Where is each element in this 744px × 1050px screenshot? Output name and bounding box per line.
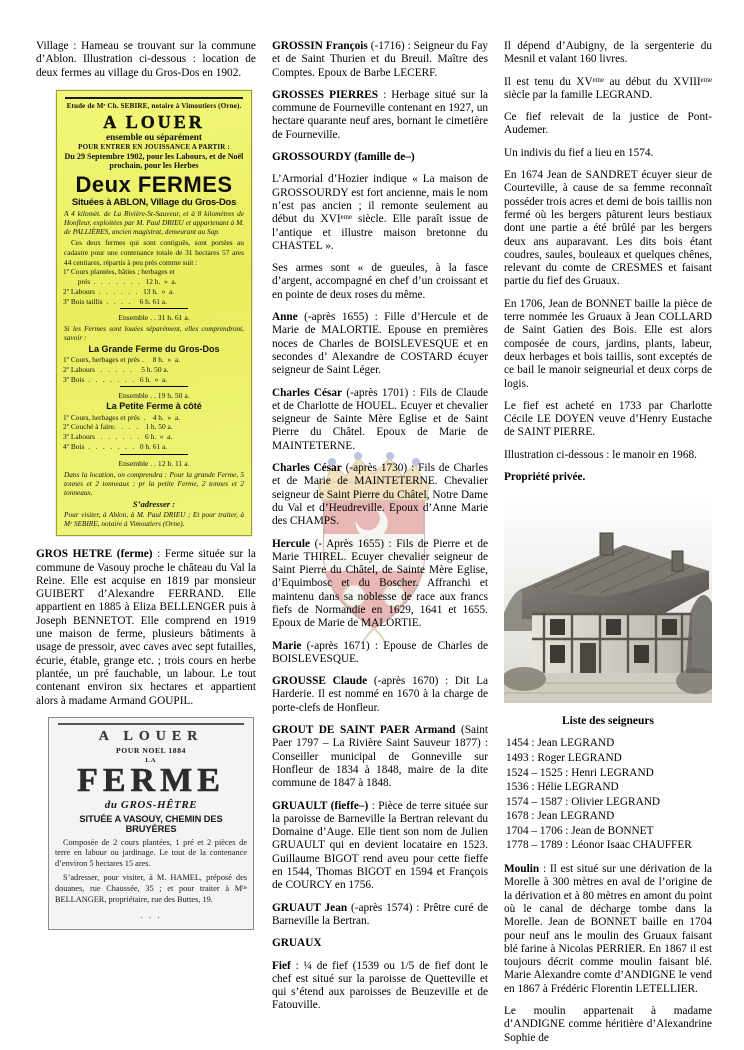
left-column: [36, 40, 256, 1015]
right-paragraph-5: En 1674 Jean de SANDRET écuyer sieur de Courteville, à cause de sa femme reconnaît posséder trois acres et demi de bois taillis non fermé où les bergers pâturent leurs bestiaux dont une partie a été brûlé par les bergers deux ans auparavant. Les dits bois étant coudres, saules, bouleaux et quelques chênes, relevant du comte de CRESMES et faisant partie du fief des Gruaux.: [504, 169, 712, 288]
grossourdy-member-charles-cesar-1730: [272, 462, 488, 528]
ad-pour-entrer: POUR ENTRER EN JOUISSANCE A PARTIR :: [78, 143, 230, 152]
member-hercule-text: (- Après 1655) : Fils de Pierre et de Marie THIREL. Ecuyer chevalier seigneur de Saint Pierre du Châtel, de Sainte Mère Eglise, d’Equimbosc et du Boscher. Affranchi et maintenu dans sa noblesse de race aux francs fiefs de Normandie en 1629, 1641 et 1655. Epoux de Marie de MALORTIE.: [271, 537, 488, 630]
entry-grout-text: (Saint Paer 1797 – La Rivière Saint Sauveur 1877) : Conseiller municipal de Gonneville sur Honfleur de 1834 à 1848, maire de la dite commune de 1847 à 1848.: [271, 724, 488, 790]
entry-grosses-pierres-text: : Herbage situé sur la commune de Fourneville contenant en 1927, un hectare quarante neuf ares, bornant le cimetière de Fourneville.: [271, 88, 488, 141]
ad-sadresser-body: Pour visiter, à Ablon, à M. Paul DRIEU ; Et pour traiter, à Mᵉ SEBIRE, notaire à Vimoutiers (Orne).: [64, 510, 244, 529]
ad-total-line-1: 1º Cours plantées, bâties ; herbages et: [63, 267, 175, 277]
manor-photograph: [504, 493, 712, 703]
ad-sadresser-heading: S’adresser :: [132, 499, 176, 510]
ad-grande-line-1: 1º Cours, herbages et prés . 8 h. » a.: [63, 355, 181, 365]
member-hercule-name: Hercule: [271, 537, 311, 550]
entry-grousse-name: GROUSSE Claude: [271, 675, 368, 688]
ad-petite-line-1: 1º Cours, herbages et prés . 4 h. » a.: [63, 412, 181, 422]
liste-des-seigneurs-title: Liste des seigneurs: [562, 715, 654, 728]
ad-grande-ensemble-text: Ensemble . . 19 h. 50 a.: [118, 391, 190, 401]
entry-gros-hetre: [36, 548, 256, 708]
ad-si-les-fermes: Si les Fermes sont louées séparément, elles comprendront, savoir :: [64, 324, 244, 343]
list-item: 1678 : Jean LEGRAND: [506, 810, 615, 823]
three-column-layout: [36, 40, 712, 1044]
entry-grout-de-saint-paer: [272, 724, 488, 790]
entry-grossin: [272, 40, 488, 80]
ad2-paragraph-2: S’adresser, pour visiter, à M. HAMEL, préposé des douanes, rue Chaussée, 35 ; et pour traiter à Mˡˡᵉ BELLANGER, propriétaire, rue des Buttes, 19.: [55, 872, 247, 904]
right-paragraph-3: Ce fief relevait de la justice de Pont-Audemer.: [504, 111, 712, 137]
ad-petite-line-2: 2º Couché à faire. . . . 1 h. 50 a.: [63, 422, 173, 432]
ad2-pour-noel: POUR NOEL 1884: [116, 746, 186, 756]
ad2-paragraph-1: Composée de 2 cours plantées, 1 pré et 2 pièces de terre en labour ou jardinage. Le tout de la contenance d’environ 5 hectares 15 ares.: [55, 837, 247, 869]
entry-gruault: [272, 800, 488, 893]
ad-petite-ensemble-text: Ensemble . . 12 h. 11 a.: [118, 458, 190, 468]
propriete-privee: [504, 471, 712, 484]
member-anne-text: (-après 1655) : Fille d’Hercule et de Marie de MALORTIE. Epouse en premières noces de Charles de BOISLEVESQUE et en secondes d’ Alexandre de COSTARD écuyer seigneur de Saint Léger.: [271, 311, 488, 377]
member-marie-name: Marie: [271, 639, 302, 652]
ad-grande-ensemble: [63, 384, 245, 400]
entry-moulin-name: Moulin: [504, 863, 540, 876]
entry-gruaut-text: (-après 1574) : Prêtre curé de Barneville la Bertran.: [271, 901, 488, 927]
intro-paragraph: Village : Hameau se trouvant sur la commune d’Ablon. Illustration ci-dessous : location de deux fermes au village du Gros-Dos en 1902.: [36, 40, 256, 79]
entry-gruaut-name: GRUAUT Jean: [271, 901, 348, 914]
ad2-ornament: . . .: [140, 910, 162, 921]
entry-moulin: [504, 863, 712, 996]
member-marie-text: (-après 1671) : Epouse de Charles de BOISLEVESQUE.: [271, 639, 488, 665]
entry-gros-hetre-name: GROS HETRE (ferme): [36, 548, 153, 561]
manor-photo-illustration: [504, 493, 712, 703]
member-anne-name: Anne: [271, 311, 298, 324]
list-item: 1536 : Hélie LEGRAND: [506, 781, 619, 794]
entry-grousse-text: (-après 1670) : Dit La Harderie. Il est nommé en 1670 à la charge de porte-clefs de Honfleur.: [271, 675, 489, 714]
gruaux-fief-label: Fief: [271, 959, 291, 972]
ad-grande-ferme-heading: La Grande Ferme du Gros-Dos: [88, 343, 220, 354]
ad-petite-ensemble: [63, 452, 245, 468]
right-column: [504, 40, 712, 1044]
entry-grousse: [272, 675, 488, 715]
ad-subheadline: ensemble ou séparément: [106, 131, 202, 142]
entry-gruault-name: GRUAULT (fieffe–): [271, 799, 369, 812]
entry-moulin-continued: Le moulin appartenait à madame d’ANDIGNE comme héritière d’Alexandrine Sophie de: [504, 1005, 712, 1044]
ad-grande-line-3: 3º Bois . . . . . . . 6 h. » a.: [63, 374, 168, 384]
ad2-location: SITUÉE A VASOUY, CHEMIN DES BRUYÈRES: [79, 814, 223, 835]
grossourdy-member-charles-cesar-1701: [272, 387, 488, 453]
entry-gruaux-heading: [272, 937, 488, 950]
ad-total-line-3: 2º Labours . . . . . . 13 h. » a.: [63, 286, 175, 296]
entry-moulin-text: : Il est situé sur une dérivation de la Morelle à 300 mètres en aval de l’origine de la dérivation et à 80 mètres en amont du point où le canal de décharge tombe dans la Morelle. Jean de BONNET baille en 1704 pour neuf ans le moulin des Gruaux faisant blé farine à Nicolas PERRIER. En 1867 il est toujours décrit comme moulin faisant blé. Marie Alexandre comte d’ANDIGNE le vend en 1867 à Frédéric Florentin LETELLIER.: [504, 863, 712, 995]
grossourdy-paragraph-2: Ses armes sont « de gueules, à la fasce d’argent, accompagné en chef d’un croissant et en pointe de deux roses du même.: [271, 262, 488, 301]
member-charles-cesar-1701-name: Charles César: [271, 386, 343, 399]
list-item: 1704 – 1706 : Jean de BONNET: [506, 824, 654, 837]
ad-ensemble-total: [63, 306, 245, 322]
ad-petite-line-4: 4º Bois . . . . . . . 0 h. 61 a.: [63, 441, 168, 451]
right-paragraph-1: Il dépend d’Aubigny, de la sergenterie du Mesnil et valant 160 livres.: [504, 40, 712, 66]
right-paragraph-4: Un indivis du fief a lieu en 1574.: [504, 146, 654, 159]
entry-grout-name: GROUT DE SAINT PAER Armand: [271, 724, 456, 737]
right-paragraph-6: En 1706, Jean de BONNET baille la pièce de terre nommée les Gruaux à Jean COLLARD de Saint Gatien des Bois. Elle est alors composée de cours, jardins, plants, labeur, deux herbages et bois taillis, sont exceptés de ce bail le manoir seigneurial et deux corps de logis.: [504, 297, 712, 390]
ad-location: Situées à ABLON, Village du Gros-Dos: [71, 196, 237, 208]
entry-grosses-pierres: [272, 89, 488, 142]
ad2-la: LA: [145, 756, 157, 764]
entry-grossourdy-heading-text: GROSSOURDY (famille de–): [271, 151, 415, 164]
ad-dans-la-location: Dans la location, on comprendra : Pour la grande Ferme, 5 tonnes et 2 tonneaux ; pr la petite Ferme, 2 tonnes et 2 tonneaux.: [64, 469, 244, 497]
entry-grossin-name: GROSSIN François: [271, 40, 368, 52]
member-charles-cesar-1701-text: (-après 1701) : Fils de Claude et de Charlotte de HOUEL. Ecuyer et chevalier seigneur de Sainte Mère Eglise et de Saint Pierre du Châtel. Epoux de Marie de MAINTETERNE.: [271, 386, 488, 452]
entry-gruaut-jean: [272, 902, 488, 929]
ad-notary-line: Etude de Mᵉ Ch. SEBIRE, notaire à Vimoutiers (Orne).: [66, 101, 242, 110]
middle-column: [272, 40, 488, 1015]
ad2-title: FERME: [77, 761, 225, 799]
ad-grande-line-2: 2º Labours . . . . . 5 h. 50 a.: [63, 364, 169, 374]
entry-gruaux-fief: [272, 960, 488, 1013]
ad-total-line-2: prés . . . . . . . 12 h. » a.: [63, 277, 177, 287]
ad-rule-1: [120, 308, 188, 309]
ad-total-line-4: 3º Bois taillis . . . . 6 h. 61 a.: [63, 296, 167, 306]
member-charles-cesar-1730-name: Charles César: [271, 462, 342, 475]
entry-grossin-text: (-1716) : Seigneur du Fay et de Saint Thurien et du Breuil. Maître des Comptes. Epoux de Barbe LECERF.: [271, 40, 488, 79]
ad-petite-ferme-heading: La Petite Ferme à côté: [106, 401, 202, 412]
ad2-headline: A LOUER: [98, 728, 204, 744]
propriete-privee-text: Propriété privée.: [504, 471, 586, 484]
ad2-top-rule: [58, 723, 244, 725]
list-item: 1524 – 1525 : Henri LEGRAND: [506, 766, 654, 779]
grossourdy-paragraph-1: L’Armorial d’Hozier indique « La maison de GROSSOURDY est fort ancienne, mais le nom n’est pas ancien ; il remonte seulement au début du XVIᵉᵐᵉ siècle. Elle paraît issue de l’antique et illustre maison bretonne du CHASTEL ».: [271, 173, 488, 252]
ad-petite-line-3: 3º Labours . . . . . . 6 h. » a.: [63, 432, 173, 442]
ad-title: Deux FERMES: [75, 172, 233, 198]
right-paragraph-8: Illustration ci-dessous : le manoir en 1968.: [504, 448, 697, 461]
seigneurs-list: [504, 736, 712, 853]
entry-grosses-pierres-name: GROSSES PIERRES: [271, 88, 379, 101]
grossourdy-member-anne: [272, 311, 488, 377]
list-item: 1778 – 1789 : Léonor Isaac CHAUFFER: [506, 839, 692, 852]
ad-rule-3: [120, 454, 188, 455]
entry-gros-hetre-text: : Ferme située sur la commune de Vasouy proche le château du Val la Reine. Elle est acquise en 1819 par monsieur GUIBERT d’Alexandre FERRAND. Elle appartient en 1885 à Eliza BELLENGER puis à Joseph BENNETOT. Elle comprend en 1919 une maison de ferme, plusieurs bâtiments à usage de pressoir, avec caves avec sept futailles, écurie, étable, grange etc. ; trois cours en herbe plantée, un pré fauchable, un labour. Le tout contenant environ six hectares et appartient alors à madame Armand GOUPIL.: [36, 548, 256, 707]
ad2-subtitle: du GROS-HÊTRE: [104, 799, 198, 812]
grossourdy-member-marie: [272, 640, 488, 667]
grossourdy-member-hercule: [272, 538, 488, 631]
right-paragraph-2: Il est tenu du XVᵉᵐᵉ au début du XVIIIᵉᵐᵉ siècle par la famille LEGRAND.: [504, 75, 712, 101]
ad-headline: A LOUER: [103, 111, 205, 132]
list-item: 1454 : Jean LEGRAND: [506, 737, 615, 750]
list-item: 1574 – 1587 : Olivier LEGRAND: [506, 795, 661, 808]
ad-italic-note: A 4 kilomèt. de La Rivière-St-Sauveur, et à 8 kilomètres de Honfleur, exploitées par M. Paul DRIEU et appartenant à M. de PALLIÈRES, ancien magistrat, demeurant au Sap.: [64, 209, 244, 237]
ad-dates: Du 29 Septembre 1902, pour les Labours, et de Noël prochain, pour les Herbes: [64, 151, 244, 171]
ad-paragraph: Ces deux fermes qui sont contiguës, sont portées au cadastre pour une contenance totale de 31 hectares 57 ares 44 centiares, répartis à peu près comme suit :: [64, 238, 244, 267]
member-charles-cesar-1730-text: (-après 1730) : Fils de Charles et de Marie de MAINTETERNE. Chevalier seigneur de Saint Pierre du Châtel, Notre Dame du Val et d’Heudreville. Epoux d’Anne Marie des CHAMPS.: [271, 462, 488, 528]
entry-gruaux-heading-text: GRUAUX: [271, 937, 322, 950]
entry-gruault-text: : Pièce de terre située sur la paroisse de Barneville la Bertran relevant du Domaine d’Auge. Elle tient son nom de Julien GRUAULT qui en devient locataire en 1523. Guillaume BIGOT rend aveu pour cette fieffe en 1544, Thomas BIGOT en 1594 et François de COURCY en 1756.: [271, 799, 488, 892]
ad-rule-2: [120, 386, 188, 387]
advertisement-gros-hetre: [48, 717, 254, 930]
gruaux-fief-text: : ¼ de fief (1539 ou 1/5 de fief dont le chef est situé sur la paroisse de Quetteville et qui s’étend aux paroisses de Beuzeville et de Fatouville.: [271, 959, 488, 1012]
right-paragraph-7: Le fief est acheté en 1733 par Charlotte Cécile LE DOYEN veuve d’Henry Eustache de SAINT PIERRE.: [504, 399, 712, 439]
entry-grossourdy-heading: [272, 151, 488, 164]
ad-top-rule: [65, 97, 243, 99]
list-item: 1493 : Roger LEGRAND: [506, 751, 622, 764]
ad-ensemble-total-text: Ensemble . . 31 h. 61 a.: [118, 313, 190, 323]
advertisement-gros-dos: [56, 90, 252, 536]
